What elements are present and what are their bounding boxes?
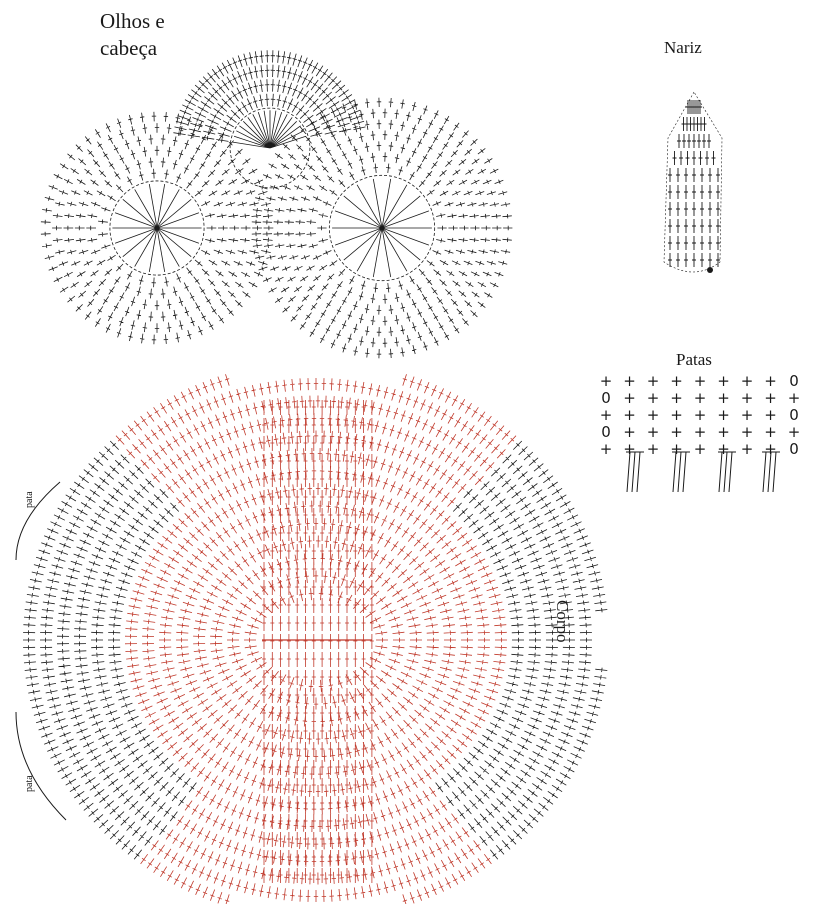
crochet-stitch-icon: + [740, 406, 754, 424]
nose-chart-title: Nariz [664, 38, 702, 57]
crochet-stitch-icon: + [764, 372, 777, 390]
crochet-stitch-icon: + [646, 423, 660, 441]
crochet-stitch-icon: + [764, 389, 777, 407]
chain-stitch-icon: 0 [789, 406, 799, 424]
crochet-stitch-icon: + [693, 406, 707, 424]
body-outer-stitches [23, 441, 607, 859]
nose-stitches [668, 100, 720, 267]
body-inner-stitches [116, 374, 516, 904]
right-eye-circle [252, 98, 513, 359]
crochet-stitch-icon: + [693, 423, 707, 441]
paw-marker-label: pata [24, 775, 35, 792]
crochet-stitch-icon: + [646, 389, 660, 407]
crochet-stitch-icon: + [693, 389, 707, 407]
eyes-and-head-chart [41, 50, 513, 358]
crochet-stitch-icon: + [764, 440, 777, 458]
crochet-stitch-icon: + [623, 389, 636, 407]
nose-outline [664, 92, 722, 272]
left-eye-circle [41, 112, 273, 344]
crochet-stitch-icon: + [670, 406, 683, 424]
crochet-stitch-icon: + [717, 406, 730, 424]
chain-stitch-icon: 0 [601, 389, 611, 407]
crochet-stitch-icon: + [646, 406, 660, 424]
crochet-stitch-icon: + [787, 423, 801, 441]
chain-stitch-icon: 0 [789, 372, 799, 390]
crochet-stitch-icon: + [740, 440, 754, 458]
crochet-stitch-icon: + [599, 406, 613, 424]
crochet-stitch-icon: + [670, 372, 683, 390]
crochet-stitch-icon: + [740, 389, 754, 407]
paw-marker-arc [16, 482, 60, 560]
nose-chart [664, 92, 722, 273]
chain-stitch-icon: 0 [789, 440, 799, 458]
body-chart [16, 374, 607, 904]
crochet-stitch-icon: + [717, 423, 730, 441]
crochet-stitch-icon: + [599, 372, 613, 390]
body-chart-title: Corpo [553, 600, 572, 643]
paws-chart [600, 372, 801, 492]
crochet-stitch-icon: + [717, 389, 730, 407]
crochet-stitch-icon: + [764, 406, 777, 424]
chain-stitch-icon: 0 [601, 423, 611, 441]
head-top-arc [173, 50, 365, 188]
head-chart-title: Olhos e cabeça [100, 9, 165, 60]
crochet-stitch-icon: + [717, 440, 730, 458]
crochet-stitch-icon: + [646, 440, 660, 458]
crochet-stitch-icon: + [740, 423, 754, 441]
crochet-stitch-icon: + [670, 423, 683, 441]
crochet-stitch-icon: + [693, 440, 707, 458]
paw-marker-label: pata [24, 491, 35, 508]
crochet-stitch-icon: + [740, 372, 754, 390]
crochet-stitch-icon: + [764, 423, 777, 441]
crochet-stitch-icon: + [787, 389, 801, 407]
crochet-stitch-icon: + [670, 440, 683, 458]
crochet-stitch-icon: + [693, 372, 707, 390]
slip-stitch-icon [707, 267, 713, 273]
crochet-stitch-icon: + [670, 389, 683, 407]
paws-chart-title: Patas [676, 350, 712, 369]
crochet-stitch-icon: + [623, 372, 636, 390]
crochet-stitch-icon: + [623, 440, 636, 458]
crochet-stitch-icon: + [623, 406, 636, 424]
crochet-stitch-icon: + [646, 372, 660, 390]
paw-marker-arc [16, 712, 66, 820]
paws-grid [600, 372, 801, 458]
crochet-stitch-icon: + [599, 440, 613, 458]
crochet-stitch-icon: + [717, 372, 730, 390]
crochet-stitch-icon: + [623, 423, 636, 441]
paw-toe-stitches [626, 452, 780, 492]
